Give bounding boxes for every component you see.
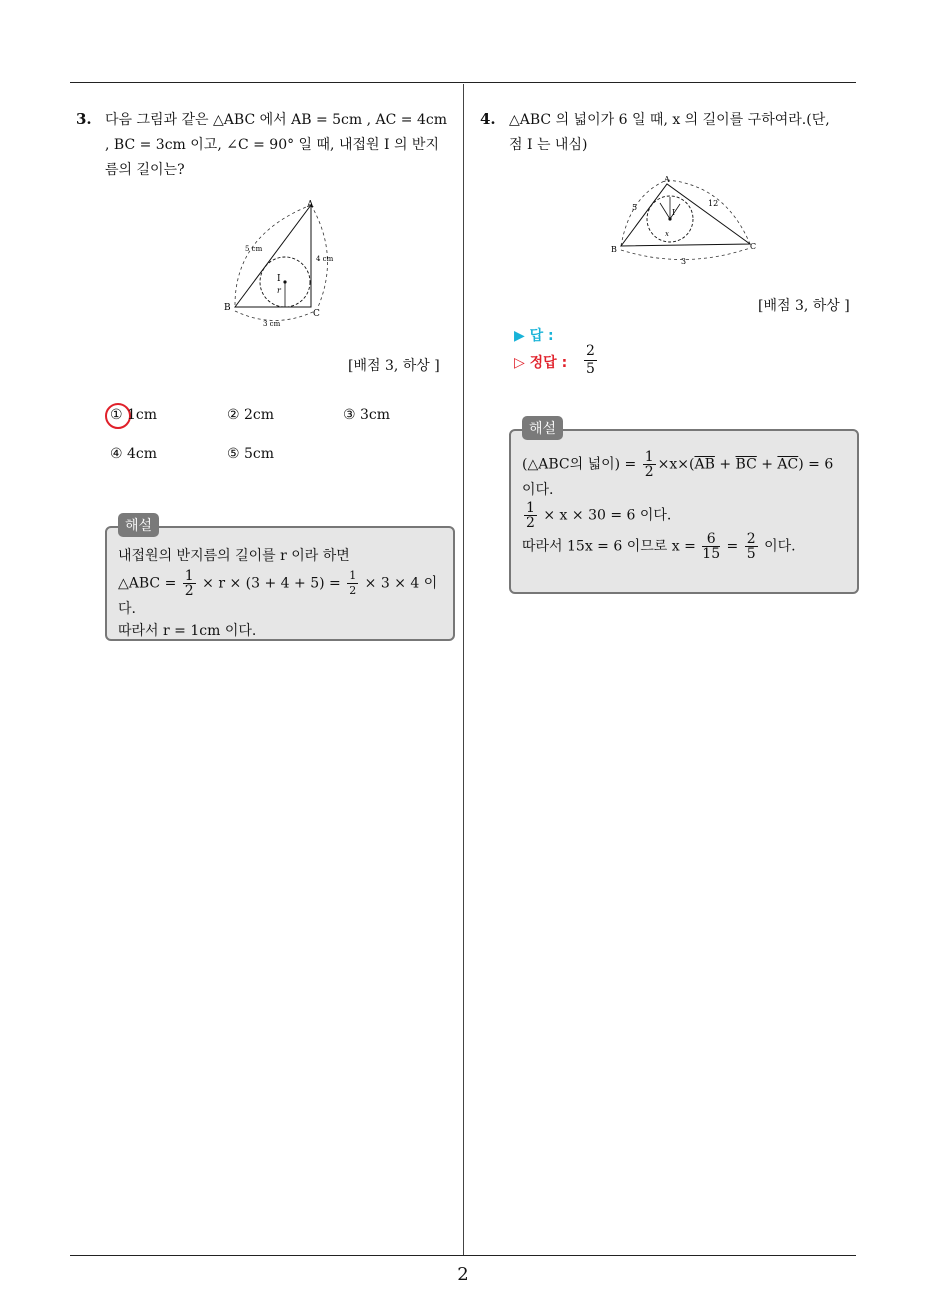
q4-correct-answer-value bbox=[582, 343, 599, 378]
q3-solution-line2: △ABC = $\frac{1}{2}$ × r × (3 + 4 + 5) = $\frac{1}{2}$ × 3 × 4 이다. bbox=[118, 568, 438, 617]
q4-solution-line3: $\frac{1}{2}$ × x × 30 = 6 이다. bbox=[526, 500, 672, 531]
q3-fig-label-r: r bbox=[277, 286, 281, 295]
q3-fig-label-c: C bbox=[313, 309, 320, 319]
q3-solution-line3: 따라서 r = 1cm 이다. bbox=[118, 623, 257, 639]
q4-number: 4. bbox=[480, 110, 496, 128]
q3-choice-1[interactable]: ① 1cm bbox=[110, 407, 158, 423]
q3-fig-label-i: I bbox=[277, 274, 281, 284]
q4-fig-label-i: I bbox=[672, 208, 676, 217]
q4-text-line2: 점 I 는 내심) bbox=[509, 137, 588, 153]
q3-number: 3. bbox=[76, 110, 92, 128]
q4-fig-label-c: C bbox=[750, 242, 757, 251]
q4-fig-side-ab: 5 bbox=[632, 203, 638, 212]
q4-fig-label-a: A bbox=[664, 175, 670, 184]
q3-fig-side-ac: 4 cm bbox=[316, 255, 334, 263]
page-number: 2 bbox=[457, 1264, 469, 1285]
q3-solution-tag: 해설 bbox=[118, 513, 159, 537]
q4-answer-input-label[interactable]: ▶ 답 : bbox=[514, 328, 554, 344]
q4-text bbox=[509, 108, 859, 158]
top-rule bbox=[70, 82, 856, 83]
q4-solution-frac3: $\frac{6}{15}$ bbox=[702, 531, 721, 562]
column-divider bbox=[463, 84, 464, 1256]
q3-fig-label-b: B bbox=[224, 303, 231, 313]
q4-solution-line4: 따라서 15x = 6 이므로 x = $\frac{6}{15}$ = $\frac{2}{5}$ 이다. bbox=[522, 531, 796, 562]
q3-triangle-figure bbox=[215, 195, 345, 330]
q3-choice-4[interactable]: ④ 4cm bbox=[110, 446, 158, 462]
q3-text bbox=[105, 108, 457, 183]
q3-text-line2: , BC = 3cm 이고, ∠C = 90° 일 때, 내접원 I 의 반지 bbox=[105, 137, 439, 153]
q4-fig-side-ac: 12 bbox=[708, 199, 719, 208]
q3-fig-side-ab: 5 cm bbox=[245, 245, 263, 253]
q4-correct-answer-label: ▷ 정답 : bbox=[514, 355, 568, 371]
q4-solution-line2: 이다. bbox=[522, 482, 554, 498]
q3-choice-5[interactable]: ⑤ 5cm bbox=[227, 446, 275, 462]
q4-fig-label-b: B bbox=[611, 245, 617, 254]
q3-choice-3[interactable]: ③ 3cm bbox=[343, 407, 391, 423]
q4-text-line1: △ABC 의 넓이가 6 일 때, x 의 길이를 구하여라.(단, bbox=[509, 112, 830, 128]
q4-solution-frac4: $\frac{2}{5}$ bbox=[746, 531, 756, 562]
q3-choice-2[interactable]: ② 2cm bbox=[227, 407, 275, 423]
q3-solution-line1: 내접원의 반지름의 길이를 r 이라 하면 bbox=[118, 548, 350, 564]
q3-fig-label-a: A bbox=[307, 200, 314, 210]
q3-text-line3: 름의 길이는? bbox=[105, 162, 185, 178]
q4-score-mark: [배점 3, 하상 ] bbox=[758, 298, 850, 314]
q4-solution-text bbox=[522, 450, 852, 561]
q4-solution-frac2: $\frac{1}{2}$ bbox=[526, 500, 535, 531]
q3-solution-text bbox=[118, 545, 448, 642]
bottom-rule bbox=[70, 1255, 856, 1256]
q3-solution-frac1: $\frac{1}{2}$ bbox=[184, 568, 194, 599]
q4-fig-side-bc: 3 bbox=[681, 257, 687, 266]
q3-score-mark: [배점 3, 하상 ] bbox=[348, 358, 440, 374]
q4-triangle-figure bbox=[605, 170, 765, 270]
q3-solution-frac2: $\frac{1}{2}$ bbox=[349, 569, 357, 597]
q4-solution-line1: (△ABC의 넓이) = $\frac{1}{2}$ $\times x\times(\overline{AB} + \overline{BC} + \overline{AC}) = 6$ bbox=[522, 449, 834, 480]
q4-solution-tag: 해설 bbox=[522, 416, 563, 440]
q4-fig-label-x: x bbox=[665, 230, 669, 238]
q4-correct-answer-frac: $\frac{2}{5}$ bbox=[586, 343, 595, 377]
q4-solution-frac1: $\frac{1}{2}$ bbox=[644, 449, 654, 480]
q3-text-line1: 다음 그림과 같은 △ABC 에서 AB = 5cm , AC = 4cm bbox=[105, 112, 447, 128]
q3-fig-side-bc: 3 cm bbox=[263, 320, 281, 328]
